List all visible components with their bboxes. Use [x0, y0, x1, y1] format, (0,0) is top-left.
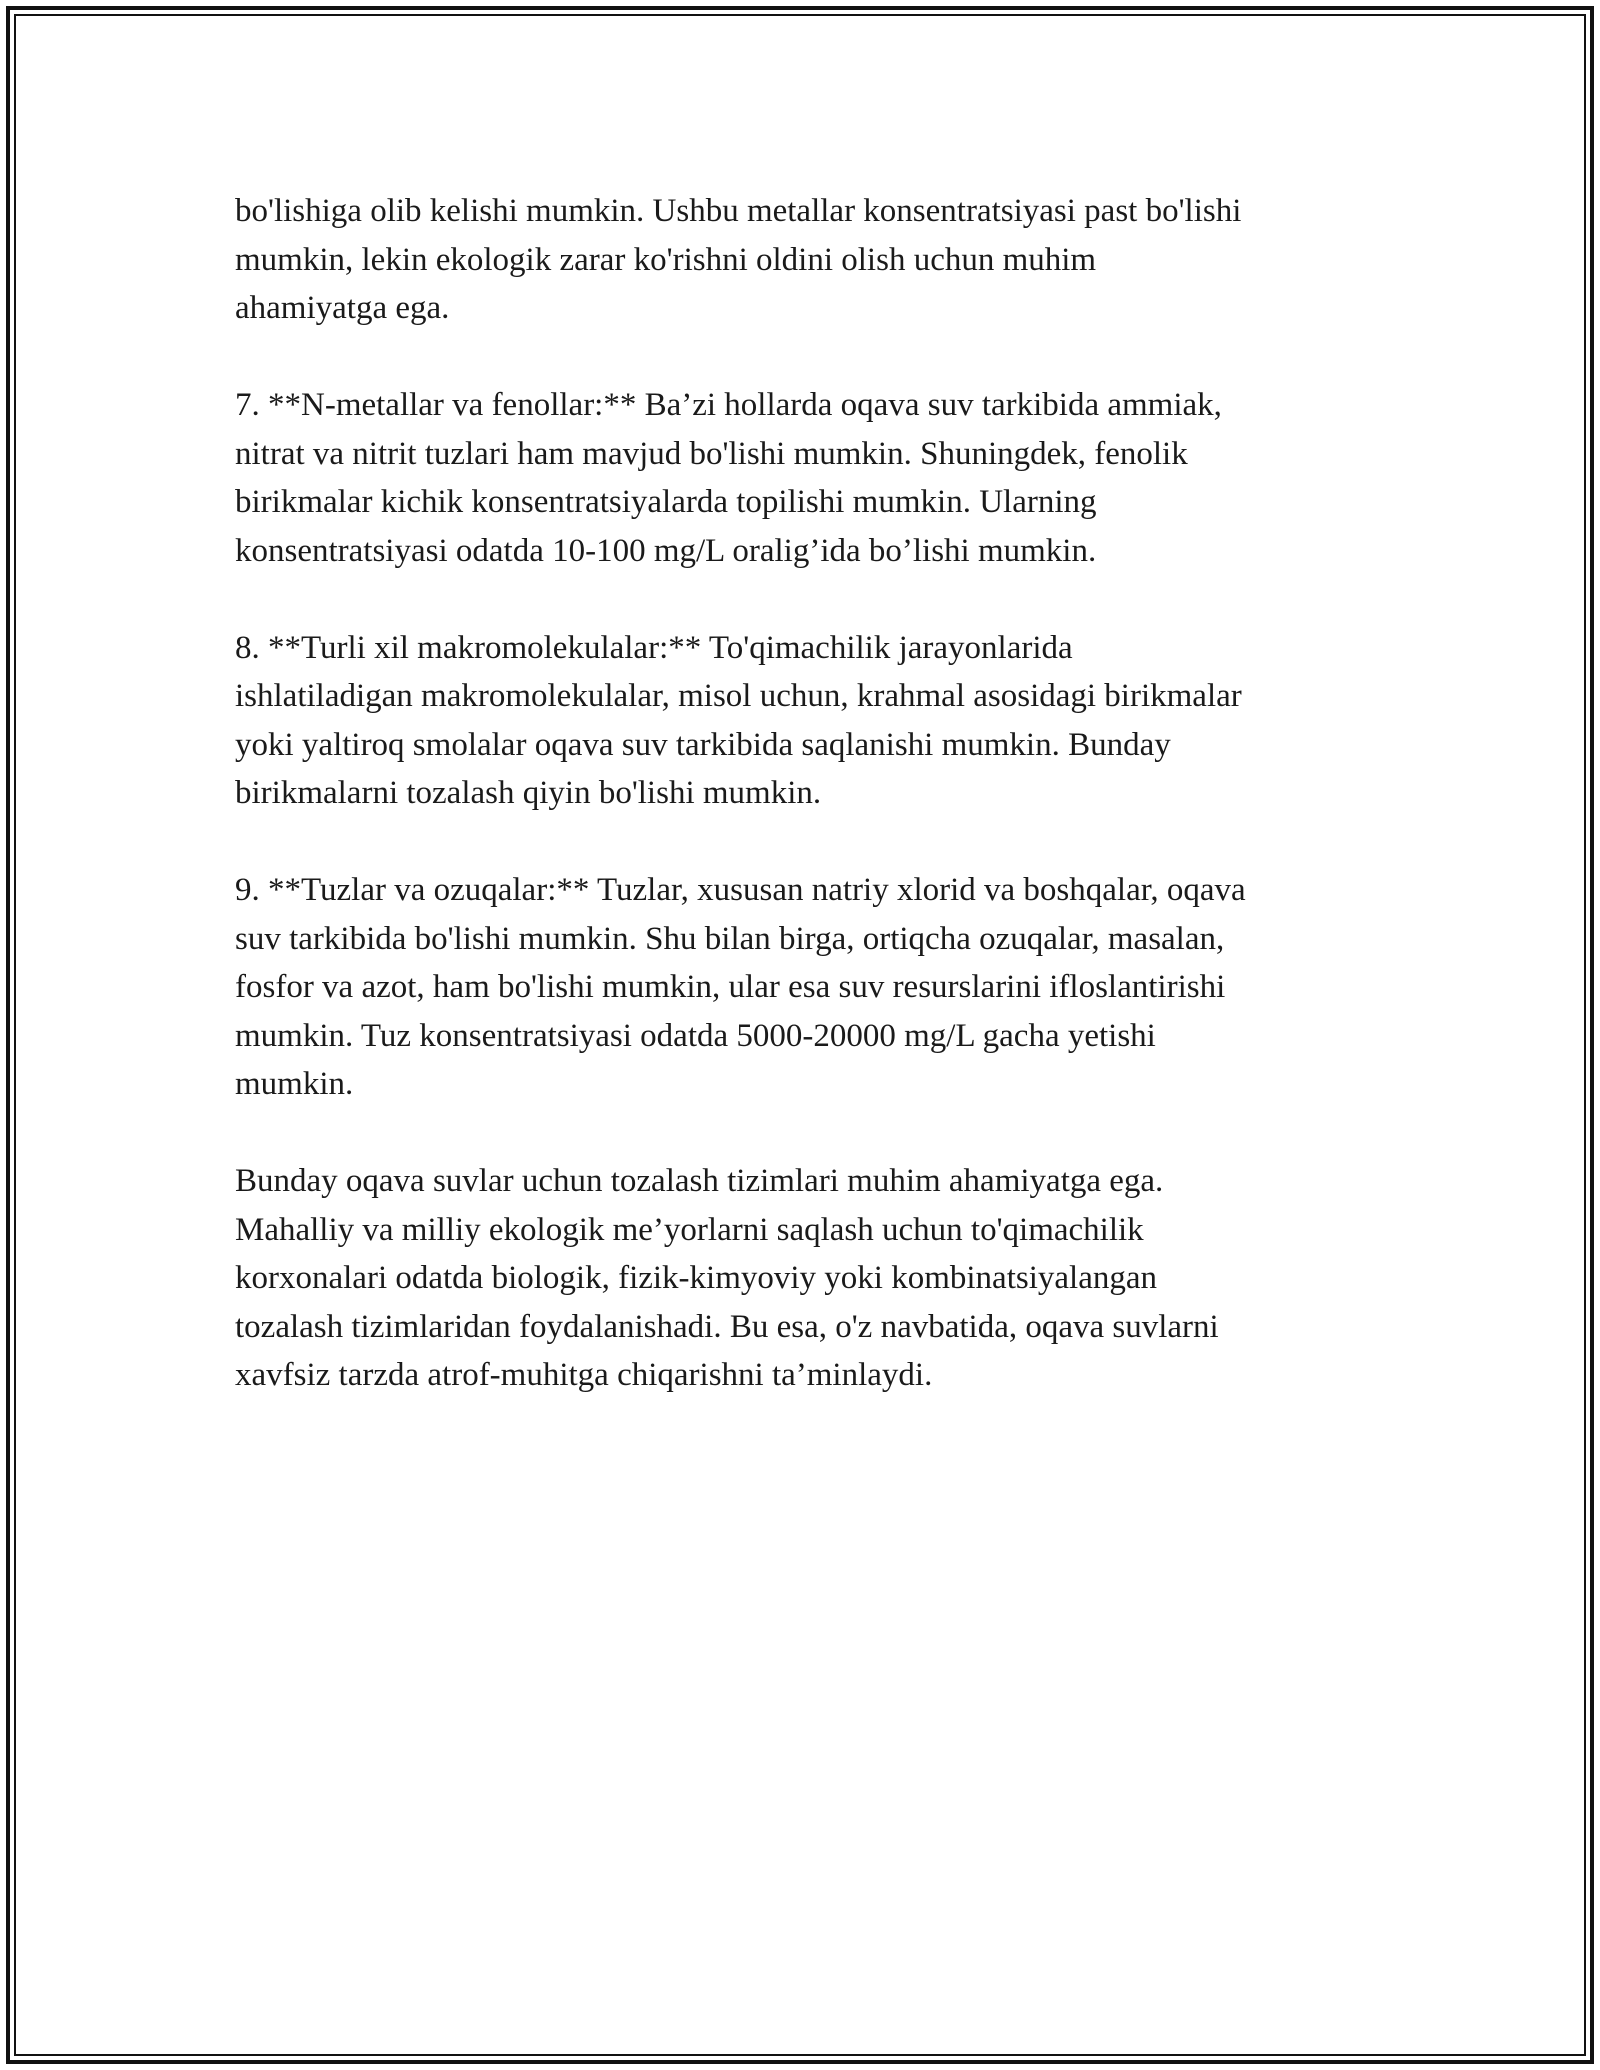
text-line: mumkin. Tuz konsentratsiyasi odatda 5000-20000 mg/L gacha yetishi [235, 1017, 1156, 1054]
text-line: fosfor va azot, ham bo'lishi mumkin, ular esa suv resurslarini ifloslantirishi [235, 969, 1226, 1005]
paragraph-item-7 [235, 381, 1380, 575]
text-line: mumkin. [235, 1066, 354, 1102]
text-line: korxonalari odatda biologik, fizik-kimyoviy yoki kombinatsiyalangan [235, 1260, 1157, 1296]
text-line: ahamiyatga ega. [235, 290, 450, 326]
text-line: 8. **Turli xil makromolekulalar:** To'qimachilik jarayonlarida [235, 629, 1073, 666]
paragraph-conclusion [235, 1157, 1380, 1400]
text-line: Mahalliy va milliy ekologik me’yorlarni saqlash uchun to'qimachilik [235, 1211, 1144, 1248]
text-line: birikmalar kichik konsentratsiyalarda topilishi mumkin. Ularning [235, 484, 1097, 520]
paragraph-metals-continued [235, 187, 1380, 333]
text-line: konsentratsiyasi odatda 10-100 mg/L oralig’ida bo’lishi mumkin. [235, 532, 1097, 569]
text-line: suv tarkibida bo'lishi mumkin. Shu bilan birga, ortiqcha ozuqalar, masalan, [235, 920, 1225, 957]
text-line: tozalash tizimlaridan foydalanishadi. Bu esa, o'z navbatida, oqava suvlarni [235, 1308, 1219, 1345]
text-line: 9. **Tuzlar va ozuqalar:** Tuzlar, xususan natriy xlorid va boshqalar, oqava [235, 872, 1246, 908]
paragraph-item-8 [235, 624, 1380, 818]
text-line: bo'lishiga olib kelishi mumkin. Ushbu metallar konsentratsiyasi past bo'lishi [235, 193, 1242, 229]
document-body [235, 187, 1380, 1448]
text-line: xavfsiz tarzda atrof-muhitga chiqarishni ta’minlaydi. [235, 1357, 933, 1393]
text-line: Bunday oqava suvlar uchun tozalash tizimlari muhim ahamiyatga ega. [235, 1163, 1164, 1199]
text-line: 7. **N-metallar va fenollar:** Ba’zi hollarda oqava suv tarkibida ammiak, [235, 387, 1222, 423]
text-line: birikmalarni tozalash qiyin bo'lishi mumkin. [235, 775, 822, 811]
text-line: ishlatiladigan makromolekulalar, misol uchun, krahmal asosidagi birikmalar [235, 678, 1242, 714]
paragraph-item-9 [235, 866, 1380, 1109]
text-line: nitrat va nitrit tuzlari ham mavjud bo'lishi mumkin. Shuningdek, fenolik [235, 435, 1188, 472]
text-line: yoki yaltiroq smolalar oqava suv tarkibida saqlanishi mumkin. Bunday [235, 726, 1171, 763]
text-line: mumkin, lekin ekologik zarar ko'rishni oldini olish uchun muhim [235, 241, 1097, 278]
